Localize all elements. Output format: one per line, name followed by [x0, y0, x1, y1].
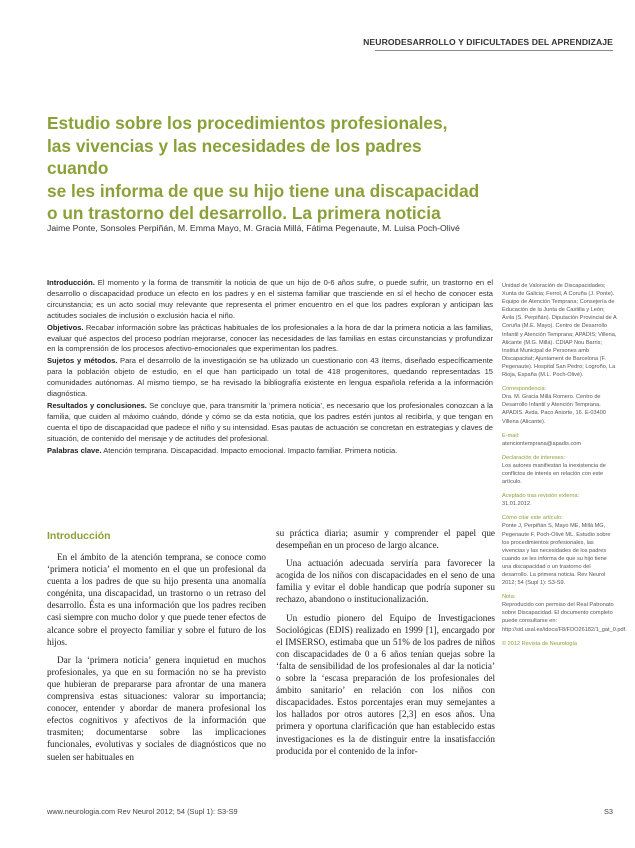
correspondence-text: Dra. M. Gracia Millá Romero. Centro de Desarrollo Infantil y Atención Temprana. APADIS. Avda. Paco Aniorte, 16. E-03400 Villena (Alicante). [502, 394, 606, 425]
title-line-4: o un trastorno del desarrollo. La primera noticia [47, 203, 441, 223]
page-number: S3 [603, 807, 613, 816]
email-label: E-mail: [502, 432, 520, 439]
abstract-obj-text: Recabar información sobre las prácticas habituales de los profesionales a la hora de dar la primera noticia a las familias, evaluar qué aspectos del proceso podrían mejorarse, conocer las necesidades de las familias en estas circunstancias y profundizar en la comprensión de los procesos afectivo-emocionales que experimentan los padres. [47, 322, 493, 354]
abstract-keywords-text: Atención temprana. Discapacidad. Impacto emocional. Impacto familiar. Primera noticia. [101, 445, 398, 455]
author-list: Jaime Ponte, Sonsoles Perpiñán, M. Emma Mayo, M. Gracia Millá, Fátima Pegenaute, M. Luisa Poch-Olivé [47, 223, 460, 233]
abstract-methods-text: Para el desarrollo de la investigación se ha utilizado un cuestionario con 43 ítems, diseñado específicamente para la población objeto de estudio, en el que han participado un total de 418 progenitores, quedando representadas 15 comunidades autónomas. Al mismo tiempo, se ha revisado la bibliografía existente en lengua española referida a la información diagnóstica. [47, 356, 493, 399]
body-paragraph: su práctica diaria; asumir y comprender el papel que desempeñan en un proceso de largo alcance. [276, 528, 495, 551]
abstract-objectives [47, 323, 493, 356]
accepted-date: 31.01.2012. [502, 501, 532, 508]
body-paragraph: Dar la ‘primera noticia’ genera inquietud en muchos profesionales, ya que en su formación no se ha previsto que hubieran de prepararse para afrontar de una manera comprensiva estas situaciones: valorar su importancia; conocer, entender y abordar de manera profesional los efectos cognitivos y afectivos de la información que trasmiten; documentarse sobre las implicaciones funcionales, evolutivas y sociales de diagnósticos que no suelen ser habituales en [47, 654, 266, 762]
body-column-right [276, 527, 495, 763]
journal-section-header: NEURODESARROLLO Y DIFICULTADES DEL APRENDIZAJE [363, 37, 613, 47]
section-heading-introduction: Introducción [47, 530, 111, 542]
citation [502, 514, 617, 587]
correspondence-label: Correspondencia: [502, 386, 547, 393]
abstract-results-text: Se concluye que, para transmitir la ‘primera noticia’, es necesario que los profesionales conozcan a la familia, que cuiden al máximo cuándo, dónde y cómo se da esta noticia, que los padres estén juntos al recibirla, y que tengan en cuenta el tipo de discapacidad que padece el niño y su intensidad. Esas pautas de actuación se concretan en estrategias y claves de situación, de contenido del mensaje y de actitudes del profesional. [47, 400, 493, 443]
abstract-methods [47, 356, 493, 400]
copyright: © 2012 Revista de Neurología [502, 640, 578, 647]
abstract-keywords [47, 446, 493, 457]
body-column-left [47, 551, 266, 769]
email [502, 432, 617, 448]
footer-citation: www.neurologia.com Rev Neurol 2012; 54 (Supl 1): S3-S9 [47, 807, 238, 816]
body-paragraph: En el ámbito de la atención temprana, se conoce como ‘primera noticia’ el momento en el que un profesional da cuenta a los padres de que su hijo presenta una anomalía congénita, una discapacidad, un trastorno o un retraso del desarrollo. Ésta es una información que los padres reciben casi siempre con mucho dolor y que puede tener efectos de alcance sobre el proyecto familiar y sobre el futuro de los hijos. [47, 552, 266, 647]
abstract-keywords-label: Palabras clave. [47, 445, 102, 455]
declaration-label: Declaración de intereses: [502, 454, 566, 461]
header-rule [375, 50, 613, 51]
note-label: Nota: [502, 594, 516, 601]
accepted-label: Aceptado tras revisión externa: [502, 493, 580, 500]
citation-text: Ponte J, Perpiñán S, Mayo ME, Millá MG, Pegenaute F, Poch-Olivé ML. Estudio sobre los procedimientos profesionales, las vivencias y las necesidades de los padres cuando se les informa de que su hijo tiene una discapacidad o un trastorno del desarrollo. La primera noticia. Rev Neurol 2012; 54 (Supl 1): S3-S9. [502, 523, 611, 587]
body-paragraph: Un estudio pionero del Equipo de Investigaciones Sociológicas (EDIS) realizado en 1999 [1], encargado por el IMSERSO, estimaba que un 51% de los padres de niños con discapacidades de 0 a 6 años tenían quejas sobre la ‘falta de sensibilidad de los profesionales al dar la noticia’ o sobre la ‘escasa preparación de los profesionales del ámbito sanitario’ en relación con los niños con discapacidades. Estos porcentajes eran muy semejantes a los hallados por otros autores [2,3] en esos años. Una primera y oportuna clarificación que han establecido estas investigaciones es la de distinguir entre la insatisfacción producida por el contenido de la infor- [276, 612, 495, 756]
correspondence [502, 385, 617, 425]
title-line-3: se les informa de que su hijo tiene una discapacidad [47, 180, 480, 201]
title-line-2: las vivencias y las necesidades de los padres cuando [47, 135, 422, 178]
note [502, 593, 627, 633]
abstract-results [47, 401, 493, 445]
citation-label: Cómo citar este artículo: [502, 515, 563, 522]
abstract-obj-label: Objetivos. [47, 322, 84, 332]
declaration-text: Los autores manifiestan la inexistencia de conflictos de interés en relación con este artículo. [502, 462, 606, 486]
article-sidebar [502, 282, 627, 654]
body-paragraph: Una actuación adecuada serviría para favorecer la acogida de los niños con discapacidades en el seno de una familia y evitar el doble handicap que podría suponer su rechazo, abandono o institucionalización. [276, 558, 495, 605]
abstract-intro-label: Introducción. [47, 278, 95, 287]
accepted [502, 492, 617, 508]
abstract-methods-label: Sujetos y métodos. [47, 356, 118, 366]
abstract-intro-text: El momento y la forma de transmitir la noticia de que un hijo de 0-6 años sufre, o puede sufrir, un trastorno en el desarrollo o discapacidad produce un efecto en los padres y en el sistema familiar que trasciende en sí el hecho de conocer esta circunstancia; es un acto social muy relevante que representa el primer encuentro en el que los padres exploran y anticipan las actitudes sociales de inclusión o exclusión hacia el niño. [47, 278, 493, 320]
article-title [47, 112, 487, 225]
note-text: Reproducido con permiso del Real Patronato sobre Discapacidad. El documento completo puede consultarse en: http://sid.usal.es/idocs/F8/FDO26182/1_gat_0.pdf. [502, 602, 627, 633]
abstract-results-label: Resultados y conclusiones. [47, 400, 147, 410]
declaration [502, 454, 617, 486]
abstract-introduction [47, 278, 493, 322]
affiliation: Unidad de Valoración de Discapacidades; Xunta de Galicia; Ferrol, A Coruña (J. Ponte). Equipo de Atención Temprana; Consejería de Educación de la Junta de Castilla y León; Ávila (S. Perpiñán). Diputación Provincial de A Coruña (M.E. Mayo). Centro de Desarrollo Infantil y Atención Temprana; APADIS; Villena, Alicante (M.G. Millá). CDIAP Nou Barris; Institut Municipal de Persones amb Discapacitat; Ajuntament de Barcelona (F. Pegenaute). Hospital San Pedro; Logroño, La Rioja, España (M.L. Poch-Olivé). [502, 283, 617, 379]
abstract [47, 278, 493, 458]
email-address[interactable]: atenciontemprana@apadis.com [502, 440, 582, 447]
title-line-1: Estudio sobre los procedimientos profesionales, [47, 113, 448, 133]
